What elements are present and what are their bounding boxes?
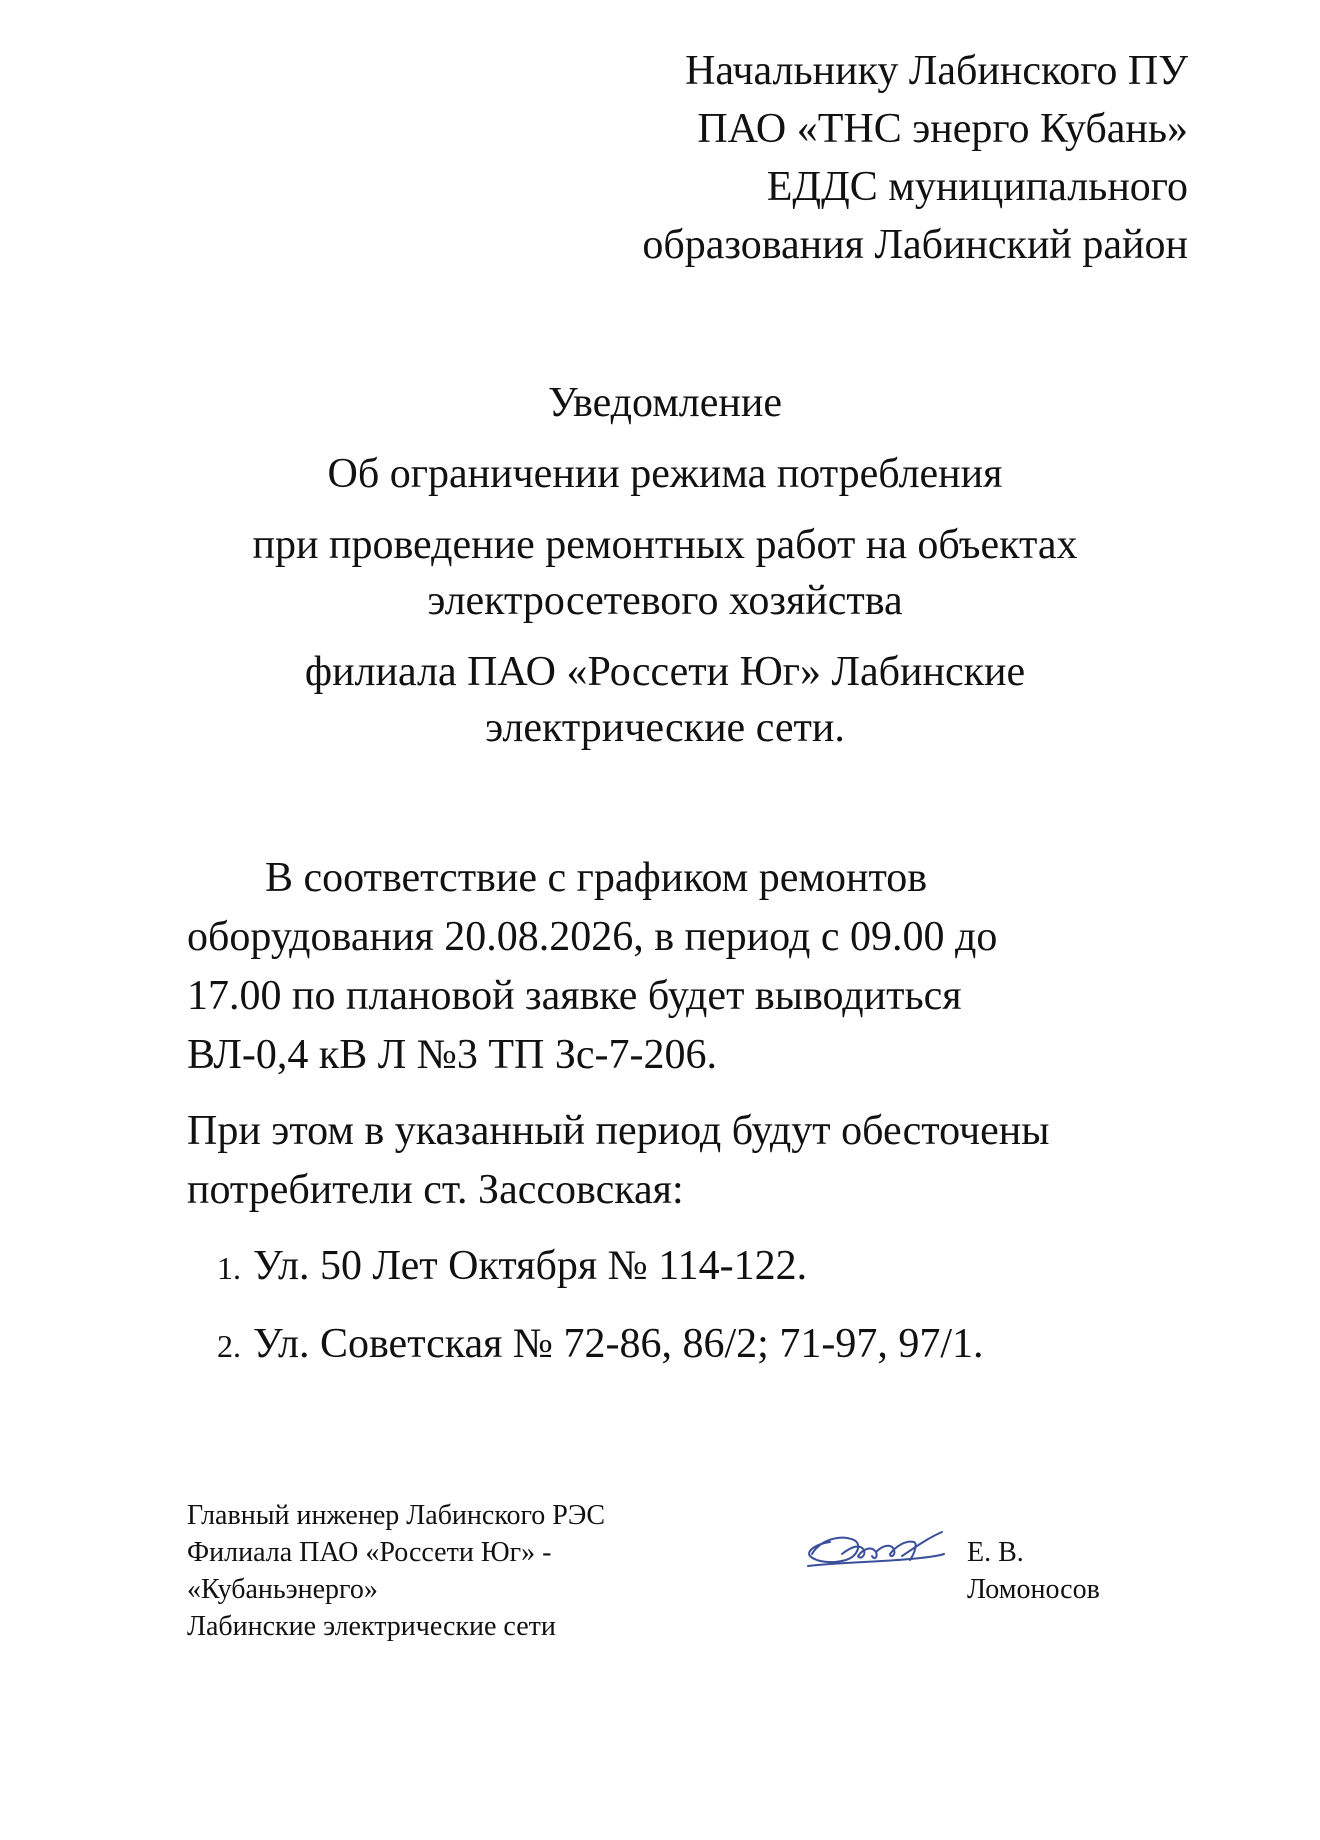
list-item-number: 1. [217, 1250, 241, 1286]
signatory-position [187, 1497, 787, 1645]
paragraph-line: оборудования 20.08.2026, в период с 09.00 до [187, 914, 998, 960]
paragraph-line: 17.00 по плановой заявке будет выводиться [187, 973, 962, 1019]
addressee-line: Начальнику Лабинского ПУ [685, 48, 1188, 94]
signature-strokes [808, 1532, 944, 1566]
signatory-position-line: Филиала ПАО «Россети Юг» - [187, 1537, 552, 1568]
paragraph-consumers [187, 1102, 1187, 1220]
signatory-initials: Е. В. [967, 1537, 1024, 1568]
signatory-position-line: «Кубаньэнерго» [187, 1574, 378, 1605]
signatory-position-line: Лабинские электрические сети [187, 1611, 556, 1642]
notice-subject-line: электрические сети. [485, 705, 845, 751]
addressee-block [548, 42, 1188, 274]
list-item-number: 2. [217, 1328, 241, 1364]
notice-title-block [100, 375, 1230, 756]
notice-heading: Уведомление [547, 380, 782, 426]
notice-subject-line: филиала ПАО «Россети Юг» Лабинские [304, 649, 1026, 695]
list-item-text: Ул. 50 Лет Октября № 114-122. [253, 1243, 808, 1289]
address-list [187, 1237, 1187, 1376]
signatory-name [967, 1534, 1167, 1608]
addressee-line: ПАО «ТНС энерго Кубань» [697, 106, 1188, 152]
notice-subject-line: электросетевого хозяйства [427, 578, 903, 624]
paragraph-line: В соответствие с графиком ремонтов [265, 855, 928, 901]
notice-body [187, 849, 1187, 1376]
addressee-line: образования Лабинский район [642, 222, 1188, 268]
addressee-line: ЕДДС муниципального [766, 164, 1188, 210]
list-item [187, 1237, 1187, 1298]
paragraph-line: ВЛ-0,4 кВ Л №3 ТП Зс-7-206. [187, 1032, 718, 1078]
notice-subject-line: Об ограничении режима потребления [327, 451, 1003, 497]
paragraph-line: При этом в указанный период будут обесточены [187, 1108, 1050, 1154]
signatory-position-line: Главный инженер Лабинского РЭС [187, 1500, 606, 1531]
paragraph-line: потребители ст. Зассовская: [187, 1167, 684, 1213]
notice-subject-line: при проведение ремонтных работ на объектах [252, 522, 1078, 568]
signatory-surname: Ломоносов [967, 1574, 1100, 1605]
handwritten-signature [802, 1518, 954, 1580]
paragraph-schedule [187, 849, 1187, 1085]
list-item-text: Ул. Советская № 72-86, 86/2; 71-97, 97/1. [253, 1321, 984, 1367]
list-item [187, 1315, 1187, 1376]
